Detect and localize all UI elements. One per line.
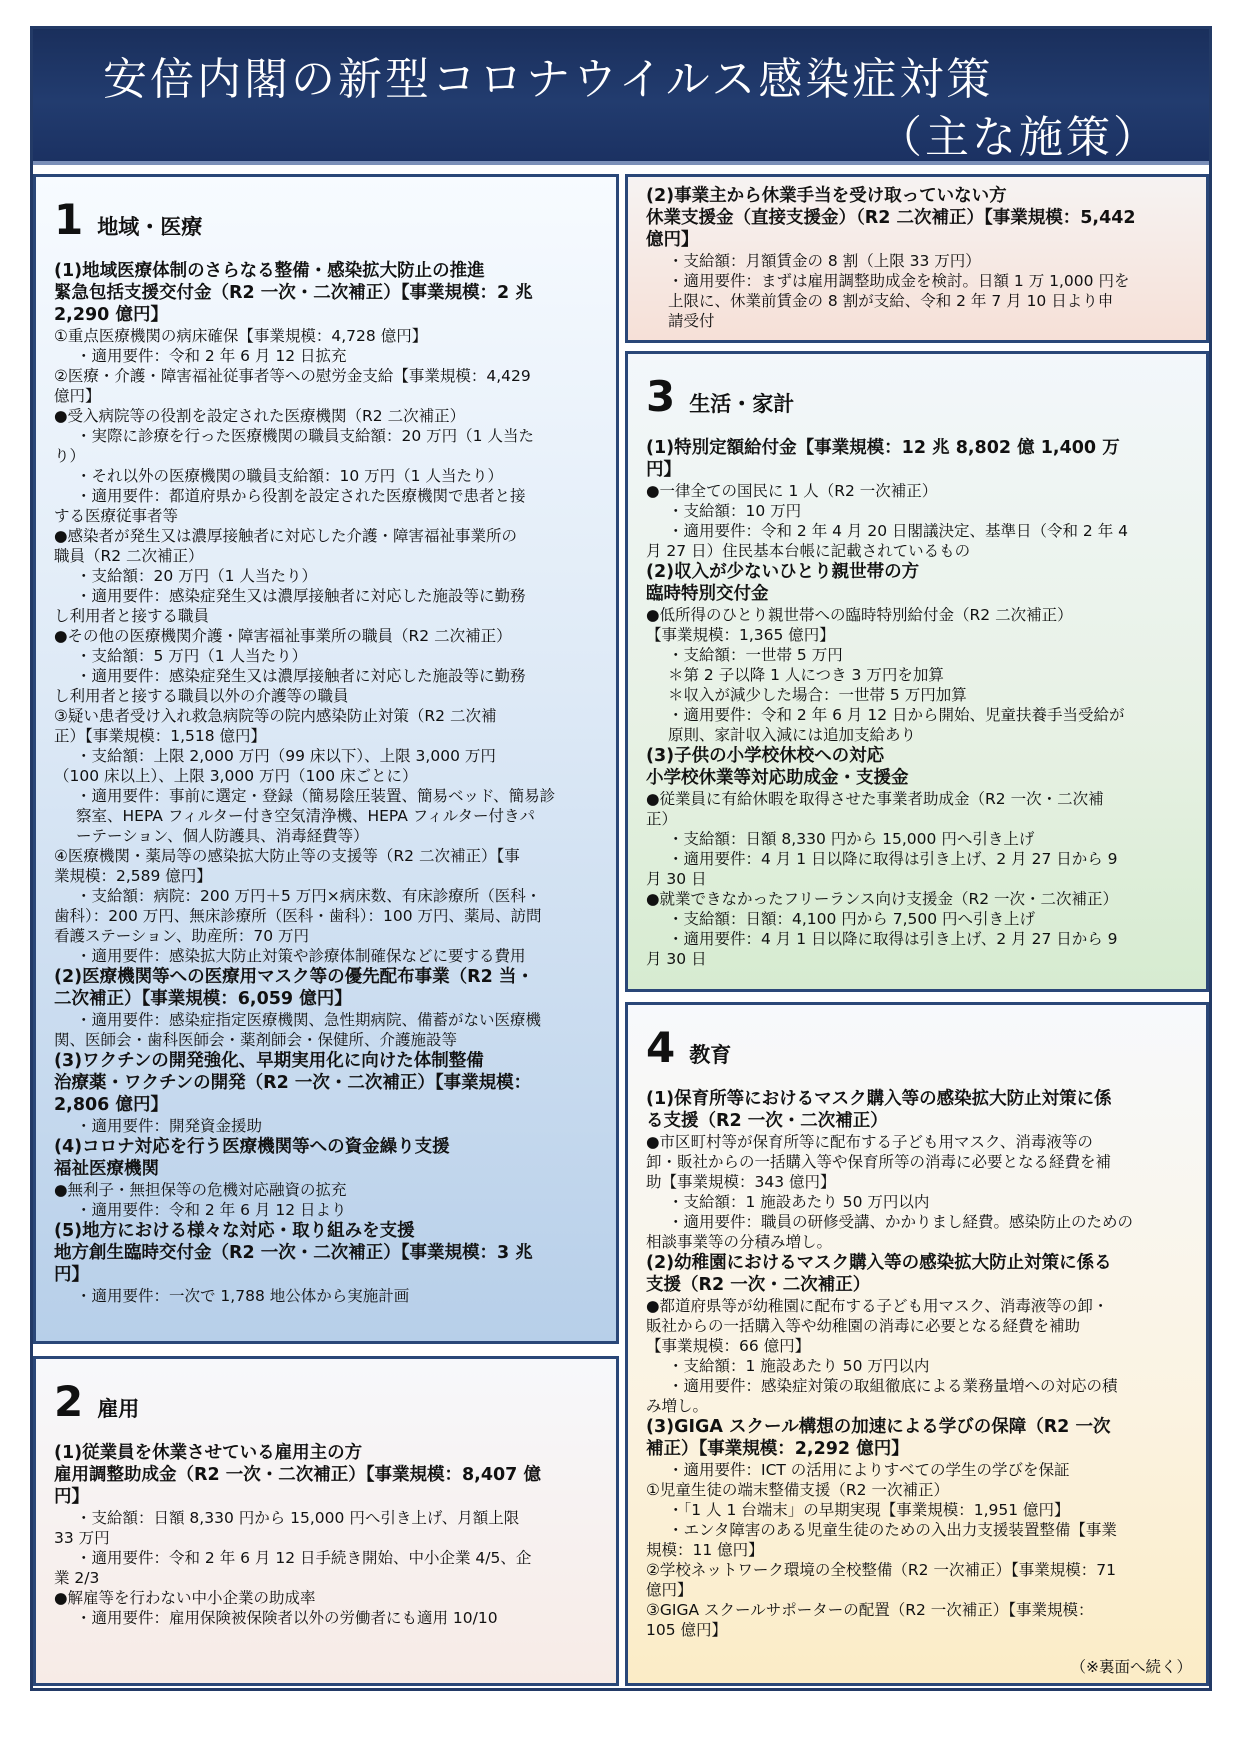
item-heading: 円】 [646, 460, 681, 480]
item-line: 職員（R2 二次補正） [54, 547, 204, 565]
section-title: 教育 [689, 1043, 732, 1067]
item-line: ●受入病院等の役割を設定された医療機関（R2 二次補正） [54, 407, 466, 425]
item-heading: 休業支援金（直接支援金）（R2 二次補正）【事業規模：5,442 [646, 208, 1136, 228]
item-heading: 雇用調整助成金（R2 一次・二次補正）【事業規模：8,407 億 [54, 1465, 541, 1485]
item-line: 業規模：2,589 億円】 [54, 867, 212, 885]
item-line: 月 30 日 [646, 950, 707, 968]
item-line: ・適用要件：雇用保険被保険者以外の労働者にも適用 10/10 [76, 1609, 498, 1627]
item-line: ・適用要件：令和 2 年 6 月 12 日より [76, 1201, 347, 1219]
item-heading: (2)事業主から休業手当を受け取っていない方 [646, 186, 1007, 206]
item-heading: (5)地方における様々な対応・取り組みを支援 [54, 1221, 415, 1241]
item-line: ・適用要件：4 月 1 日以降に取得は引き上げ、2 月 27 日から 9 [668, 930, 1118, 948]
item-heading: 支援（R2 一次・二次補正） [646, 1275, 871, 1295]
item-line: ・実際に診療を行った医療機関の職員支給額：20 万円（1 人当た [76, 427, 534, 445]
section-employment [33, 1356, 619, 1686]
item-heading: 円】 [54, 1487, 89, 1507]
item-line: ●感染者が発生又は濃厚接触者に対応した介護・障害福祉事業所の [54, 527, 518, 545]
item-line: ●一律全ての国民に 1 人（R2 一次補正） [646, 482, 938, 500]
item-line: （100 床以上）、上限 3,000 万円（100 床ごとに） [54, 767, 418, 785]
section-title: 生活・家計 [689, 392, 795, 416]
item-line: 月 30 日 [646, 870, 707, 888]
item-heading: 補正）【事業規模：2,292 億円】 [646, 1439, 909, 1459]
item-heading: (3)子供の小学校休校への対応 [646, 746, 885, 766]
section-heading [54, 195, 600, 244]
item-line: ●就業できなかったフリーランス向け支援金（R2 一次・二次補正） [646, 890, 1119, 908]
item-heading: 小学校休業等対応助成金・支援金 [646, 768, 909, 788]
item-line: み増し。 [646, 1397, 709, 1415]
item-heading: 地方創生臨時交付金（R2 一次・二次補正）【事業規模：3 兆 [54, 1243, 533, 1263]
item-line: ・適用要件：令和 2 年 6 月 12 日手続き開始、中小企業 4/5、企 [76, 1549, 532, 1567]
item-line: ・支給額：1 施設あたり 50 万円以内 [668, 1357, 930, 1375]
item-line: ・適用要件：事前に選定・登録（簡易陰圧装置、簡易ベッド、簡易診 [76, 787, 556, 805]
item-line: ・支給額：1 施設あたり 50 万円以内 [668, 1193, 930, 1211]
item-heading: 福祉医療機関 [54, 1159, 159, 1179]
section-number: 3 [646, 372, 676, 421]
item-line: 105 億円】 [646, 1621, 728, 1639]
section-heading [646, 372, 1190, 421]
item-line: ・「1 人 1 台端末」の早期実現【事業規模：1,951 億円】 [668, 1501, 1070, 1519]
item-line: 月 27 日）住民基本台帳に記載されているもの [646, 542, 971, 560]
item-line: ・適用要件：感染拡大防止対策や診療体制確保などに要する費用 [76, 947, 526, 965]
item-line: ②学校ネットワーク環境の全校整備（R2 一次補正）【事業規模：71 [646, 1561, 1116, 1579]
item-heading: 緊急包括支援交付金（R2 一次・二次補正）【事業規模：2 兆 [54, 283, 533, 303]
item-line: ・適用要件：都道府県から役割を設定された医療機関で患者と接 [76, 487, 526, 505]
item-line: ーテーション、個人防護具、消毒経費等） [76, 827, 369, 845]
item-line: 業 2/3 [54, 1569, 100, 1587]
item-heading: (4)コロナ対応を行う医療機関等への資金繰り支援 [54, 1137, 450, 1157]
item-line: 察室、HEPA フィルター付き空気清浄機、HEPA フィルター付きパ [76, 807, 535, 825]
item-line: ・適用要件：一次で 1,788 地公体から実施計画 [76, 1287, 410, 1305]
item-heading: る支援（R2 一次・二次補正） [646, 1111, 888, 1131]
section-livelihood [625, 351, 1209, 992]
item-line: ・支給額：日額：4,100 円から 7,500 円へ引き上げ [668, 910, 1036, 928]
section-body [646, 1088, 1190, 1640]
item-line: ・適用要件：感染症指定医療機関、急性期病院、備蓄がない医療機 [76, 1011, 542, 1029]
item-heading: (2)収入が少ないひとり親世帯の方 [646, 562, 920, 582]
section-regional-medical [33, 174, 619, 1344]
item-line: ・支給額：一世帯 5 万円 [668, 646, 843, 664]
item-line: ・支給額：日額 8,330 円から 15,000 円へ引き上げ、月額上限 [76, 1509, 520, 1527]
section-heading [54, 1377, 600, 1426]
item-line: ・適用要件：4 月 1 日以降に取得は引き上げ、2 月 27 日から 9 [668, 850, 1118, 868]
item-line: 正）【事業規模：1,518 億円】 [54, 727, 267, 745]
item-heading: (1)従業員を休業させている雇用主の方 [54, 1443, 363, 1463]
item-line: 歯科）：200 万円、無床診療所（医科・歯科）：100 万円、薬局、訪問 [54, 907, 542, 925]
item-line: 関、医師会・歯科医師会・薬剤師会・保健所、介護施設等 [54, 1031, 458, 1049]
section-number: 2 [54, 1377, 84, 1426]
item-line: ・支給額：5 万円（1 人当たり） [76, 647, 308, 665]
item-line: ・適用要件：感染症対策の取組徹底による業務量増への対応の積 [668, 1377, 1118, 1395]
item-line: し利用者と接する職員以外の介護等の職員 [54, 687, 349, 705]
item-line: り） [54, 447, 86, 465]
item-heading: (3)ワクチンの開発強化、早期実用化に向けた体制整備 [54, 1051, 484, 1071]
item-line: ●その他の医療機関介護・障害福祉事業所の職員（R2 二次補正） [54, 627, 512, 645]
item-line: ・適用要件：開発資金援助 [76, 1117, 263, 1135]
section-title: 地域・医療 [97, 215, 203, 239]
item-heading: (1)保育所等におけるマスク購入等の感染拡大防止対策に係 [646, 1089, 1112, 1109]
item-line: 請受付 [668, 312, 715, 330]
item-line: ④医療機関・薬局等の感染拡大防止等の支援等（R2 二次補正）【事 [54, 847, 520, 865]
item-line: ①重点医療機関の病床確保【事業規模：4,728 億円】 [54, 327, 428, 345]
item-line: ＊収入が減少した場合：一世帯 5 万円加算 [668, 686, 967, 704]
item-line: 33 万円 [54, 1529, 110, 1547]
item-line: ・適用要件：まずは雇用調整助成金を検討。日額 1 万 1,000 円を [668, 272, 1130, 290]
section-number: 4 [646, 1023, 676, 1072]
item-line: ・支給額：10 万円 [668, 502, 802, 520]
item-line: ・エンタ障害のある児童生徒のための入出力支援装置整備【事業 [668, 1521, 1117, 1539]
item-line: ②医療・介護・障害福祉従事者等への慰労金支給【事業規模：4,429 [54, 367, 531, 385]
item-line: ・適用要件：感染症発生又は濃厚接触者に対応した施設等に勤務 [76, 667, 526, 685]
item-heading: 臨時特別交付金 [646, 584, 769, 604]
item-line: ・適用要件：令和 2 年 6 月 12 日から開始、児童扶養手当受給が [668, 706, 1125, 724]
item-heading: 二次補正）【事業規模：6,059 億円】 [54, 989, 352, 1009]
section-number: 1 [54, 195, 84, 244]
item-line: 原則、家計収入減には追加支給あり [668, 726, 917, 744]
item-heading: (1)地域医療体制のさらなる整備・感染拡大防止の推進 [54, 261, 485, 281]
section-body [646, 185, 1190, 331]
item-heading: (3)GIGA スクール構想の加速による学びの保障（R2 一次 [646, 1417, 1111, 1437]
item-line: ③GIGA スクールサポーターの配置（R2 一次補正）【事業規模： [646, 1601, 1094, 1619]
item-line: ・支給額：20 万円（1 人当たり） [76, 567, 317, 585]
item-line: する医療従事者等 [54, 507, 179, 525]
section-heading [646, 1023, 1190, 1072]
item-line: ・適用要件：令和 2 年 4 月 20 日閣議決定、基準日（令和 2 年 4 [668, 522, 1129, 540]
item-line: 卸・販社からの一括購入等や保育所等の消毒に必要となる経費を補 [646, 1153, 1112, 1171]
item-line: ・支給額：上限 2,000 万円（99 床以下）、上限 3,000 万円 [76, 747, 496, 765]
item-line: 【事業規模：1,365 億円】 [646, 626, 835, 644]
section-body [54, 260, 600, 1306]
item-line: ・適用要件：感染症発生又は濃厚接触者に対応した施設等に勤務 [76, 587, 526, 605]
item-line: ・支給額：月額賃金の 8 割（上限 33 万円） [668, 252, 981, 270]
item-line: ③疑い患者受け入れ救急病院等の院内感染防止対策（R2 二次補 [54, 707, 497, 725]
item-line: 億円】 [54, 387, 101, 405]
item-line: ・それ以外の医療機関の職員支給額：10 万円（1 人当たり） [76, 467, 503, 485]
item-line: ●低所得のひとり親世帯への臨時特別給付金（R2 二次補正） [646, 606, 1073, 624]
item-heading: (1)特別定額給付金【事業規模：12 兆 8,802 億 1,400 万 [646, 438, 1120, 458]
item-heading: 円】 [54, 1265, 89, 1285]
item-line: ・支給額：病院：200 万円＋5 万円×病床数、有床診療所（医科・ [76, 887, 542, 905]
item-heading: 億円】 [646, 230, 699, 250]
item-line: 販社からの一括購入等や幼稚園の消毒に必要となる経費を補助 [646, 1317, 1081, 1335]
section-education [625, 1002, 1209, 1686]
item-line: 助【事業規模：343 億円】 [646, 1173, 836, 1191]
section-body [646, 437, 1190, 969]
item-line: ①児童生徒の端末整備支援（R2 一次補正） [646, 1481, 949, 1499]
page-title: 安倍内閣の新型コロナウイルス感染症対策 [103, 54, 994, 105]
item-heading: (2)幼稚園におけるマスク購入等の感染拡大防止対策に係る [646, 1253, 1112, 1273]
item-line: ●都道府県等が幼稚園に配布する子ども用マスク、消毒液等の卸・ [646, 1297, 1109, 1315]
item-line: ・支給額：日額 8,330 円から 15,000 円へ引き上げ [668, 830, 1035, 848]
item-line: 億円】 [646, 1581, 693, 1599]
item-line: 規模：11 億円】 [646, 1541, 764, 1559]
item-line: ●市区町村等が保育所等に配布する子ども用マスク、消毒液等の [646, 1133, 1093, 1151]
item-line: し利用者と接する職員 [54, 607, 210, 625]
item-line: 看護ステーション、助産所：70 万円 [54, 927, 309, 945]
item-heading: (2)医療機関等への医療用マスク等の優先配布事業（R2 当・ [54, 967, 534, 987]
item-line: ・適用要件：ICT の活用によりすべての学生の学びを保証 [668, 1461, 1070, 1479]
continued-note: （※裏面へ続く） [1070, 1658, 1192, 1676]
item-heading: 治療薬・ワクチンの開発（R2 一次・二次補正）【事業規模： [54, 1073, 532, 1093]
item-line: 相談事業等の分積み増し。 [646, 1233, 833, 1251]
item-line: ●解雇等を行わない中小企業の助成率 [54, 1589, 316, 1607]
section-title: 雇用 [97, 1397, 140, 1421]
item-line: ・適用要件：職員の研修受講、かかりまし経費。感染防止のための [668, 1213, 1134, 1231]
title-banner [33, 29, 1209, 165]
page-subtitle: （主な施策） [878, 112, 1160, 163]
item-line: ・適用要件：令和 2 年 6 月 12 日拡充 [76, 347, 347, 365]
item-line: 正） [646, 810, 678, 828]
item-line: 【事業規模：66 億円】 [646, 1337, 811, 1355]
section-body [54, 1442, 600, 1628]
item-heading: 2,806 億円】 [54, 1095, 168, 1115]
item-line: ●従業員に有給休暇を取得させた事業者助成金（R2 一次・二次補 [646, 790, 1104, 808]
item-heading: 2,290 億円】 [54, 305, 168, 325]
item-line: ●無利子・無担保等の危機対応融資の拡充 [54, 1181, 347, 1199]
section-employment-continued [625, 174, 1209, 343]
item-line: ＊第 2 子以降 1 人につき 3 万円を加算 [668, 666, 944, 684]
item-line: 上限に、休業前賃金の 8 割が支給、令和 2 年 7 月 10 日より申 [668, 292, 1114, 310]
